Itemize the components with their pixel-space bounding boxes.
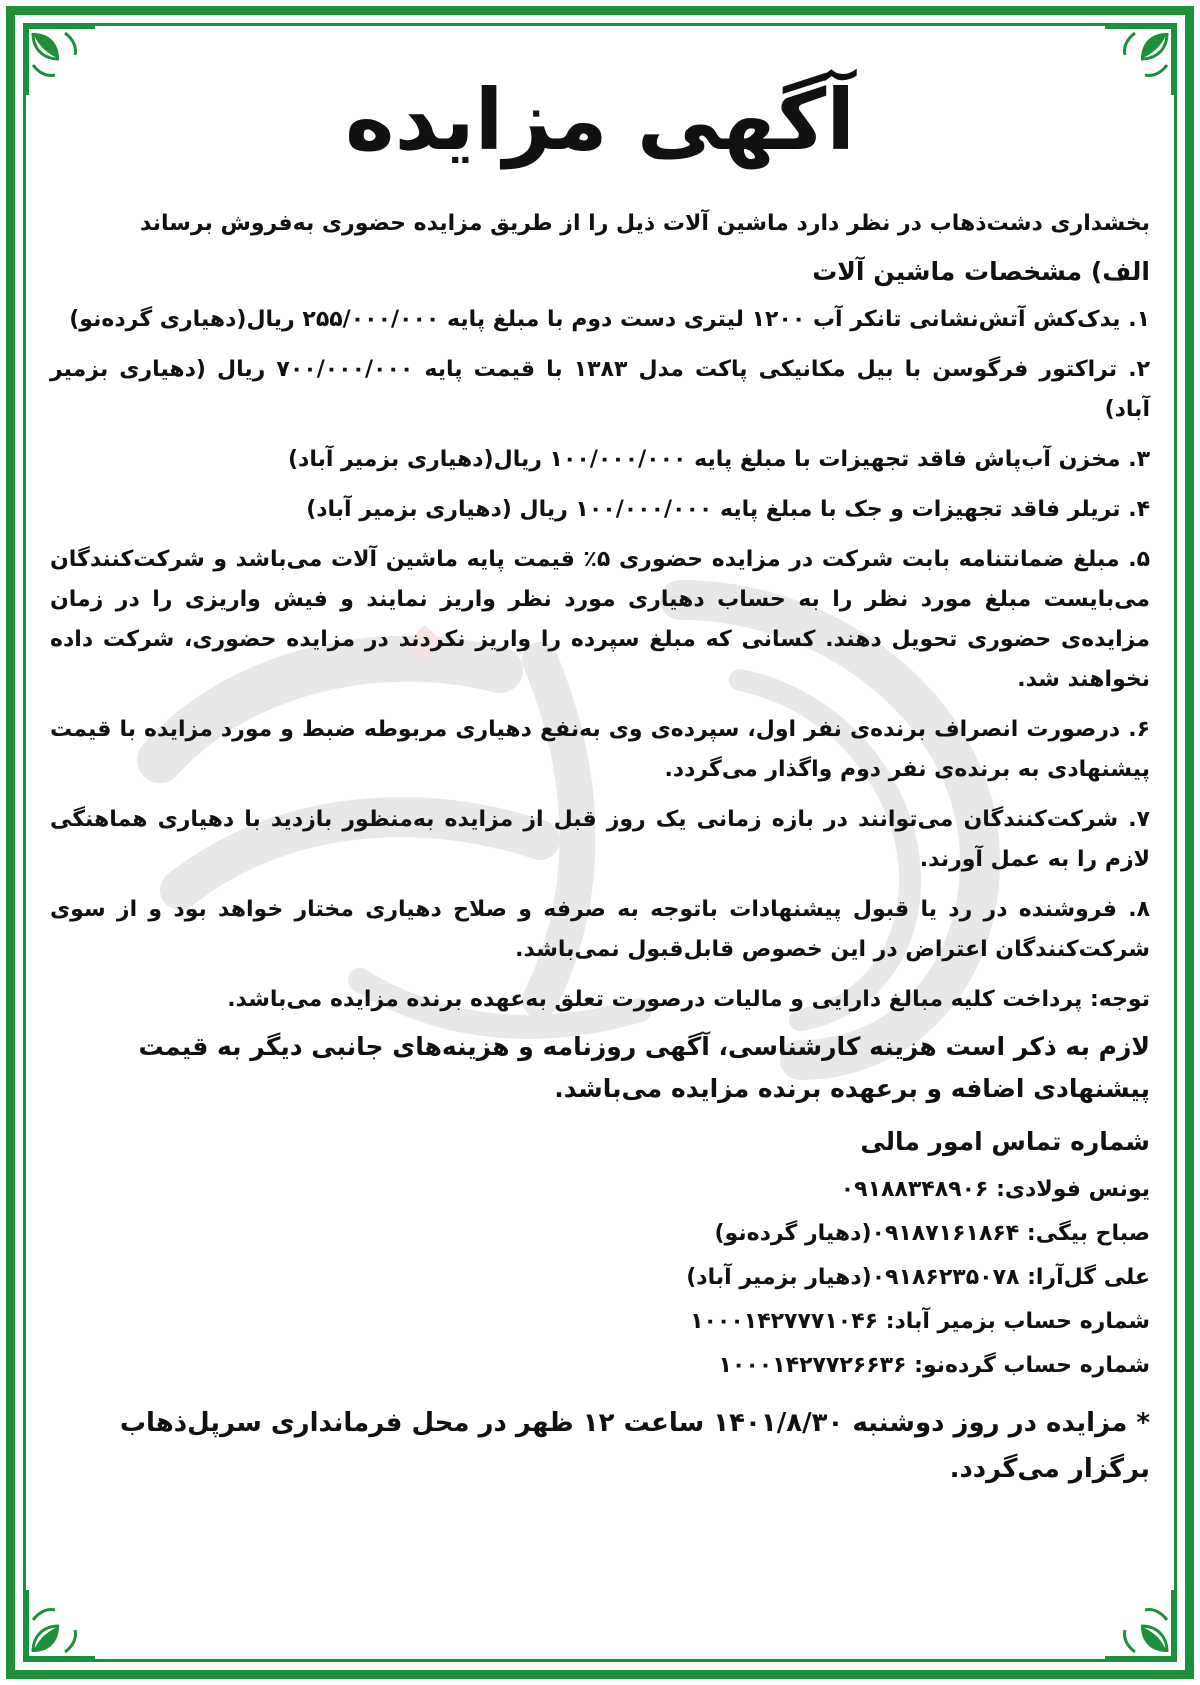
list-item: ۶. درصورت انصراف برنده‌ی نفر اول، سپرده‌ی وی به‌نفع دهیاری مربوطه ضبط و مورد مزایده با قیمت پیشنهادی به برنده‌ی نفر دوم واگذار می‌گردد. bbox=[50, 717, 1150, 782]
notice-content bbox=[50, 60, 1150, 1492]
list-item: ۲. تراکتور فرگوسن با بیل مکانیکی پاکت مدل ۱۳۸۳ با قیمت پایه ۷۰۰/۰۰۰/۰۰۰ ریال (دهیاری بزمیر آباد) bbox=[50, 357, 1150, 422]
contact-heading: شماره تماس امور مالی bbox=[860, 1127, 1150, 1156]
contact-line: شماره حساب بزمیر آباد: ۱۰۰۰۱۴۲۷۷۷۱۰۴۶ bbox=[690, 1309, 1150, 1334]
note-text: پرداخت کلیه مبالغ دارایی و مالیات درصورت تعلق به‌عهده برنده مزایده می‌باشد. bbox=[227, 987, 1090, 1012]
note-paragraph bbox=[50, 980, 1150, 1020]
intro-paragraph: بخشداری دشت‌ذهاب در نظر دارد ماشین آلات ذیل را از طریق مزایده حضوری به‌فروش برساند bbox=[140, 211, 1150, 236]
note-label: توجه: bbox=[1089, 987, 1150, 1012]
list-item: ۴. تریلر فاقد تجهیزات و جک با مبلغ پایه ۱۰۰/۰۰۰/۰۰۰ ریال (دهیاری بزمیر آباد) bbox=[306, 497, 1150, 522]
footer-paragraph: * مزایده در روز دوشنبه ۱۴۰۱/۸/۳۰ ساعت ۱۲ ظهر در محل فرمانداری سرپل‌ذهاب برگزار می‌گردد. bbox=[119, 1408, 1150, 1484]
contact-line: یونس فولادی: ۰۹۱۸۸۳۴۸۹۰۶ bbox=[840, 1177, 1150, 1202]
contact-line: علی گل‌آرا: ۰۹۱۸۶۲۳۵۰۷۸(دهیار بزمیر آباد) bbox=[686, 1265, 1150, 1290]
contact-line: صباح بیگی: ۰۹۱۸۷۱۶۱۸۶۴(دهیار گرده‌نو) bbox=[714, 1221, 1150, 1246]
corner-ornament-icon bbox=[19, 1586, 99, 1666]
list-item: ۳. مخزن آب‌پاش فاقد تجهیزات با مبلغ پایه ۱۰۰/۰۰۰/۰۰۰ ریال(دهیاری بزمیر آباد) bbox=[287, 447, 1150, 472]
list-item: ۵. مبلغ ضمانتنامه بابت شرکت در مزایده حضوری ۵٪ قیمت پایه ماشین آلات می‌باشد و شرکت‌کنندگان می‌بایست مبلغ مورد نظر را به حساب دهیاری مورد نظر واریز نمایند و فیش واریزی را در زمان مزایده‌ی حضوری تحویل دهند. کسانی که مبلغ سپرده را واریز نکردند در مزایده حضوری، شرکت داده نخواهند شد. bbox=[50, 547, 1151, 692]
list-item: ۱. یدک‌کش آتش‌نشانی تانکر آب ۱۲۰۰ لیتری دست دوم با مبلغ پایه ۲۵۵/۰۰۰/۰۰۰ ریال(دهیاری گرده‌نو) bbox=[69, 307, 1150, 332]
contact-line: شماره حساب گرده‌نو: ۱۰۰۰۱۴۲۷۷۲۶۶۳۶ bbox=[718, 1353, 1150, 1378]
corner-ornament-icon bbox=[1101, 1586, 1181, 1666]
page-title: آگهی مزایده bbox=[344, 71, 856, 169]
list-item: ۸. فروشنده در رد یا قبول پیشنهادات با‌توجه به صرفه و صلاح دهیاری مختار خواهد بود و از سوی شرکت‌کنندگان اعتراض در این خصوص قابل‌قبول نمی‌باشد. bbox=[50, 897, 1150, 962]
important-paragraph: لازم به ذکر است هزینه کارشناسی، آگهی روزنامه و هزینه‌های جانبی دیگر به قیمت پیشنهادی اضافه و برعهده برنده مزایده می‌باشد. bbox=[138, 1032, 1150, 1103]
section-heading: الف) مشخصات ماشین آلات bbox=[812, 257, 1150, 286]
list-item: ۷. شرکت‌کنندگان می‌توانند در بازه زمانی یک روز قبل از مزایده به‌منظور بازدید با دهیاری هماهنگی لازم را به عمل آورند. bbox=[50, 807, 1150, 872]
